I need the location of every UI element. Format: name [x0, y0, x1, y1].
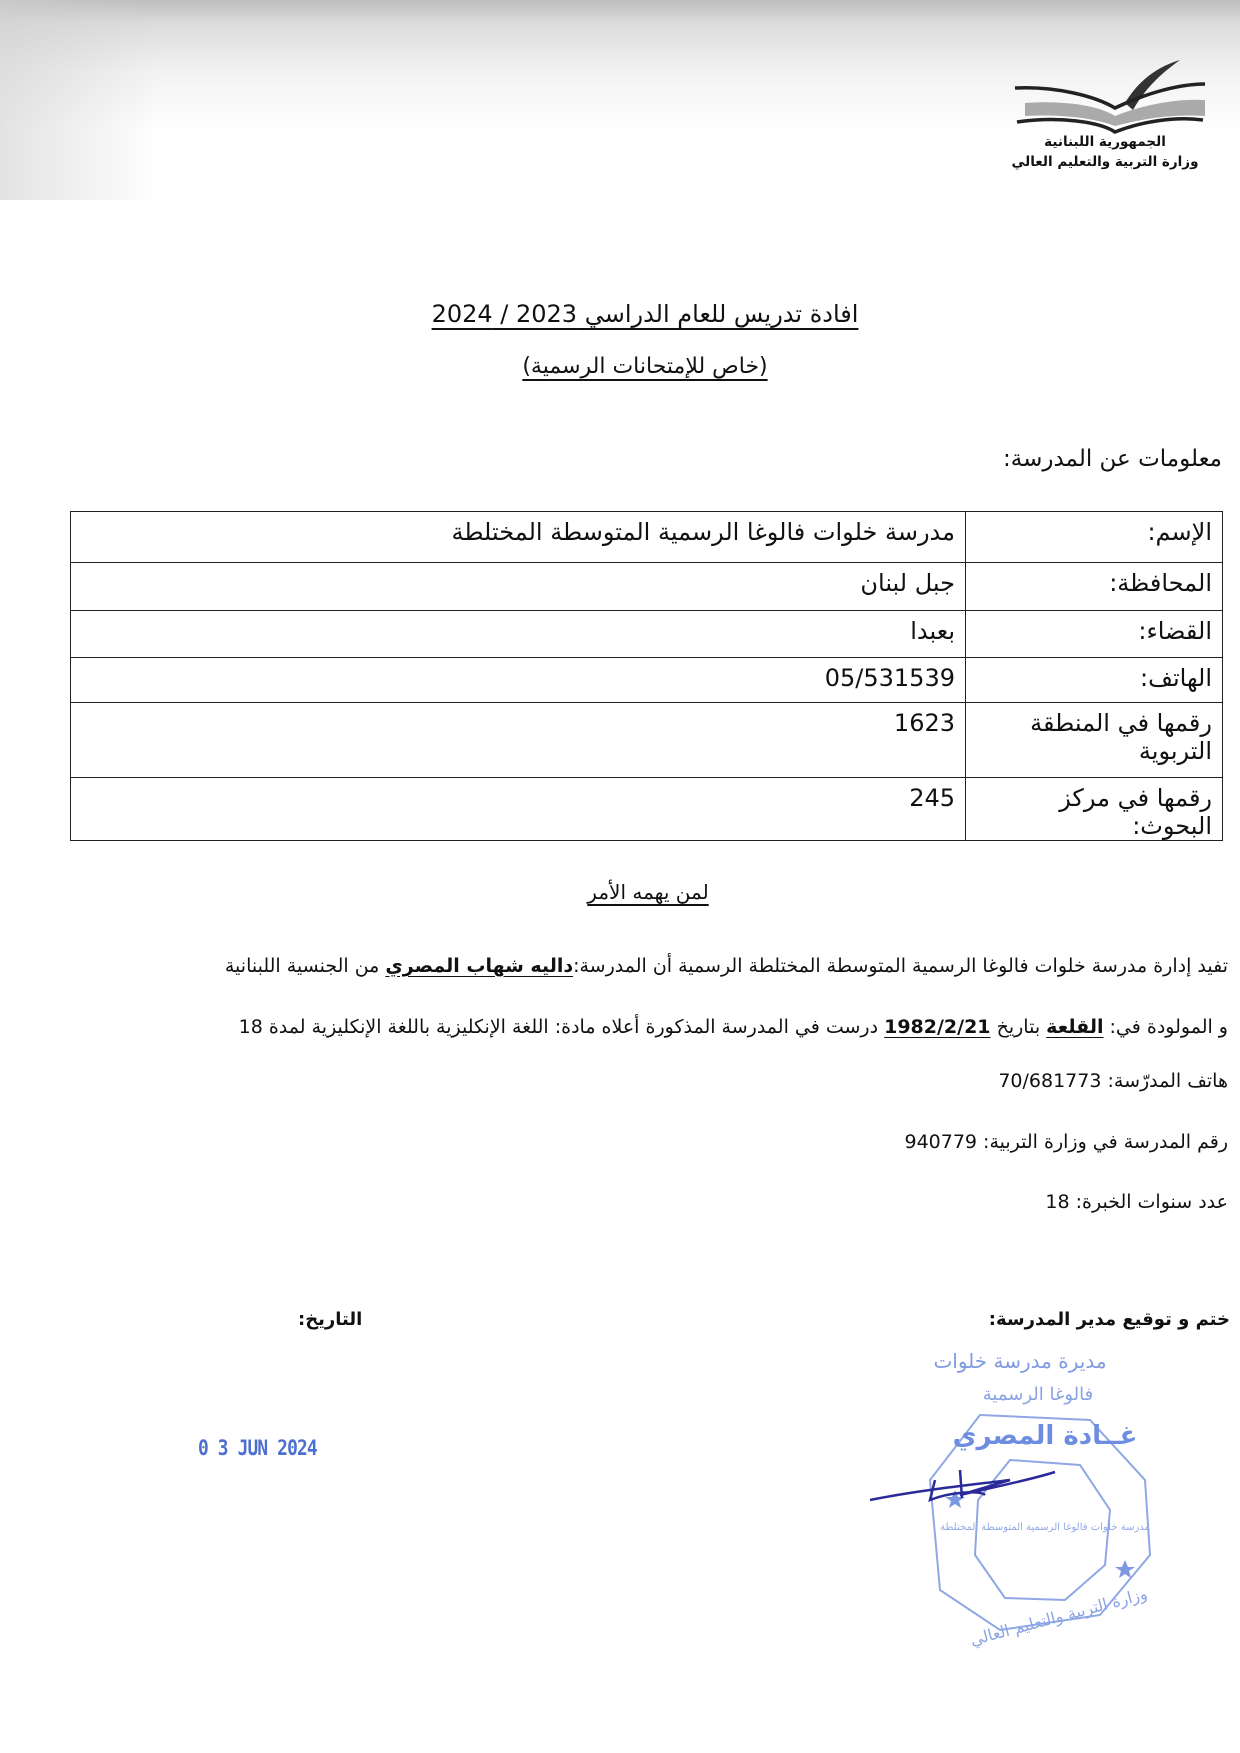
table-row: [71, 658, 1223, 703]
stamp-text: مديرة مدرسة خلوات: [933, 1349, 1107, 1373]
statement-text: درست في المدرسة المذكورة أعلاه مادة: اللغة الإنكليزية باللغة الإنكليزية لمدة 18: [238, 1016, 885, 1038]
stamp-text: وزارة التربية والتعليم العالي: [967, 1583, 1150, 1650]
stamp-text: غــادة المصري: [952, 1421, 1138, 1451]
birthdate: 1982/2/21: [884, 1016, 991, 1038]
experience-years: عدد سنوات الخبرة: 18: [1045, 1191, 1228, 1213]
to-whom-heading: لمن يهمه الأمر: [587, 880, 709, 904]
row-label: القضاء:: [966, 611, 1223, 658]
row-value: 1623: [71, 703, 966, 778]
school-info-table: [70, 511, 1223, 841]
row-value: مدرسة خلوات فالوغا الرسمية المتوسطة المختلطة: [71, 512, 966, 563]
scan-shadow: [0, 0, 160, 200]
row-label: الإسم:: [966, 512, 1223, 563]
table-row: [71, 563, 1223, 611]
table-row: [71, 703, 1223, 778]
ministry-label: وزارة التربية والتعليم العالي: [1011, 154, 1199, 170]
date-label: التاريخ:: [298, 1309, 363, 1330]
statement-text: من الجنسية اللبنانية: [224, 955, 386, 977]
table-row: [71, 778, 1223, 841]
row-value: بعبدا: [71, 611, 966, 658]
statement-text: بتاريخ: [990, 1016, 1047, 1038]
republic-label: الجمهورية اللبنانية: [1044, 134, 1166, 150]
statement-line-2: [239, 1016, 1228, 1038]
row-value: جبل لبنان: [71, 563, 966, 611]
statement-line-1: [225, 955, 1228, 977]
signature-icon: [870, 1470, 1055, 1500]
date-stamp: 0 3 JUN 2024: [198, 1436, 317, 1460]
signature-label: ختم و توقيع مدير المدرسة:: [988, 1309, 1230, 1330]
table-row: [71, 512, 1223, 563]
stamp-text: مدرسة خلوات فالوغا الرسمية المتوسطة المختلطة: [940, 1522, 1150, 1533]
document-title: افادة تدريس للعام الدراسي 2023 / 2024: [431, 300, 859, 328]
row-label: المحافظة:: [966, 563, 1223, 611]
table-row: [71, 611, 1223, 658]
row-label: الهاتف:: [966, 658, 1223, 703]
row-value: 05/531539: [71, 658, 966, 703]
statement-text: و المولودة في:: [1103, 1016, 1228, 1038]
school-stamp-icon: [860, 1340, 1180, 1650]
stamp-text: فالوغا الرسمية: [982, 1384, 1094, 1405]
statement-text: تفيد إدارة مدرسة خلوات فالوغا الرسمية المتوسطة المختلطة الرسمية أن المدرسة:: [573, 955, 1228, 977]
school-info-heading: معلومات عن المدرسة:: [1003, 446, 1222, 472]
school-phone: هاتف المدرّسة: 70/681773: [998, 1070, 1228, 1092]
document-subtitle: (خاص للإمتحانات الرسمية): [522, 354, 768, 379]
birthplace: القلعة: [1046, 1016, 1104, 1038]
ministry-number: رقم المدرسة في وزارة التربية: 940779: [904, 1131, 1228, 1153]
teacher-name: داليه شهاب المصري: [385, 955, 574, 977]
row-label: رقمها في المنطقة التربوية: [966, 703, 1223, 778]
row-value: 245: [71, 778, 966, 841]
row-label: رقمها في مركز البحوث:: [966, 778, 1223, 841]
